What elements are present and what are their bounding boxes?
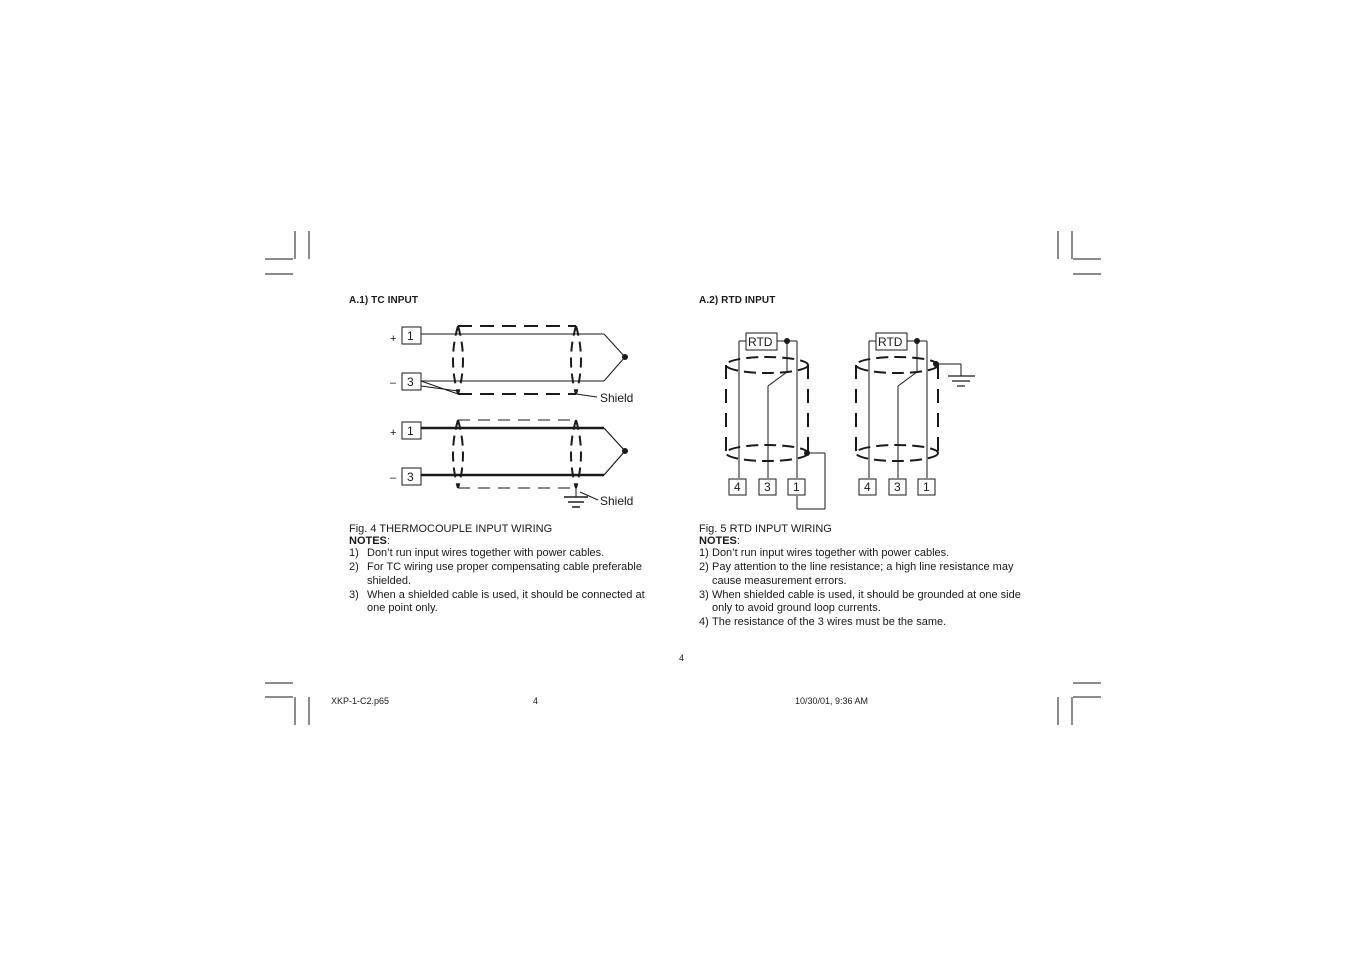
page-number: 4 — [679, 653, 685, 663]
list-item: 1) Don’t run input wires together with power cables. — [699, 547, 950, 559]
notes-heading: NOTES: — [349, 535, 390, 547]
rtd-notes-list — [699, 547, 1024, 630]
rtd-right-label: RTD — [878, 335, 903, 349]
tc-top-plus-label: + — [390, 333, 397, 345]
list-item: 4) The resistance of the 3 wires must be the same. — [699, 616, 947, 628]
tc-bottom-minus-label: – — [390, 472, 397, 484]
fig4-caption: Fig. 4 THERMOCOUPLE INPUT WIRING — [349, 523, 553, 535]
rtd-notes-block — [699, 523, 1024, 630]
footer-page: 4 — [533, 696, 539, 706]
tc-top-junction-dot — [622, 354, 628, 360]
tc-top-shield-label: Shield — [600, 391, 634, 405]
rtd-left-label: RTD — [748, 335, 773, 349]
tc-input-title: A.1) TC INPUT — [349, 295, 419, 306]
tc-bottom-plus-label: + — [390, 427, 397, 439]
rtd-right-terminal-3: 3 — [894, 480, 901, 494]
footer-filename: XKP-1-C2.p65 — [331, 696, 390, 706]
fig5-caption: Fig. 5 RTD INPUT WIRING — [699, 523, 832, 535]
rtd-left-terminal-1: 1 — [793, 480, 800, 494]
rtd-right-terminal-1: 1 — [923, 480, 930, 494]
list-item: 1) Don’t run input wires together with power cables. — [349, 547, 605, 559]
tc-bottom-junction-dot — [622, 448, 628, 454]
tc-bottom-terminal-3: 3 — [407, 470, 414, 484]
tc-notes-block — [349, 523, 654, 616]
tc-wiring-diagram — [380, 318, 660, 523]
list-item: 3) When a shielded cable is used, it should be connected at one point only. — [349, 588, 645, 614]
rtd-wiring-diagram — [720, 325, 985, 515]
list-item: 2) For TC wiring use proper compensating cable preferable shielded. — [349, 561, 642, 587]
footer-timestamp: 10/30/01, 9:36 AM — [795, 696, 869, 706]
tc-top-minus-label: – — [390, 377, 397, 389]
list-item: 2) Pay attention to the line resistance; a high line resistance may cause measurement errors. — [699, 561, 1014, 587]
rtd-left-terminal-4: 4 — [734, 480, 741, 494]
rtd-right-terminal-4: 4 — [864, 480, 871, 494]
tc-top-terminal-1: 1 — [407, 329, 414, 343]
tc-notes-list — [349, 547, 654, 616]
rtd-left-terminal-3: 3 — [764, 480, 771, 494]
tc-bottom-shield-label: Shield — [600, 494, 634, 508]
notes-heading: NOTES: — [699, 535, 740, 547]
tc-bottom-terminal-1: 1 — [407, 424, 414, 438]
tc-top-terminal-3: 3 — [407, 375, 414, 389]
list-item: 3) When shielded cable is used, it should be grounded at one side only to avoid ground loop currents. — [699, 588, 1021, 614]
rtd-input-title: A.2) RTD INPUT — [699, 295, 776, 306]
